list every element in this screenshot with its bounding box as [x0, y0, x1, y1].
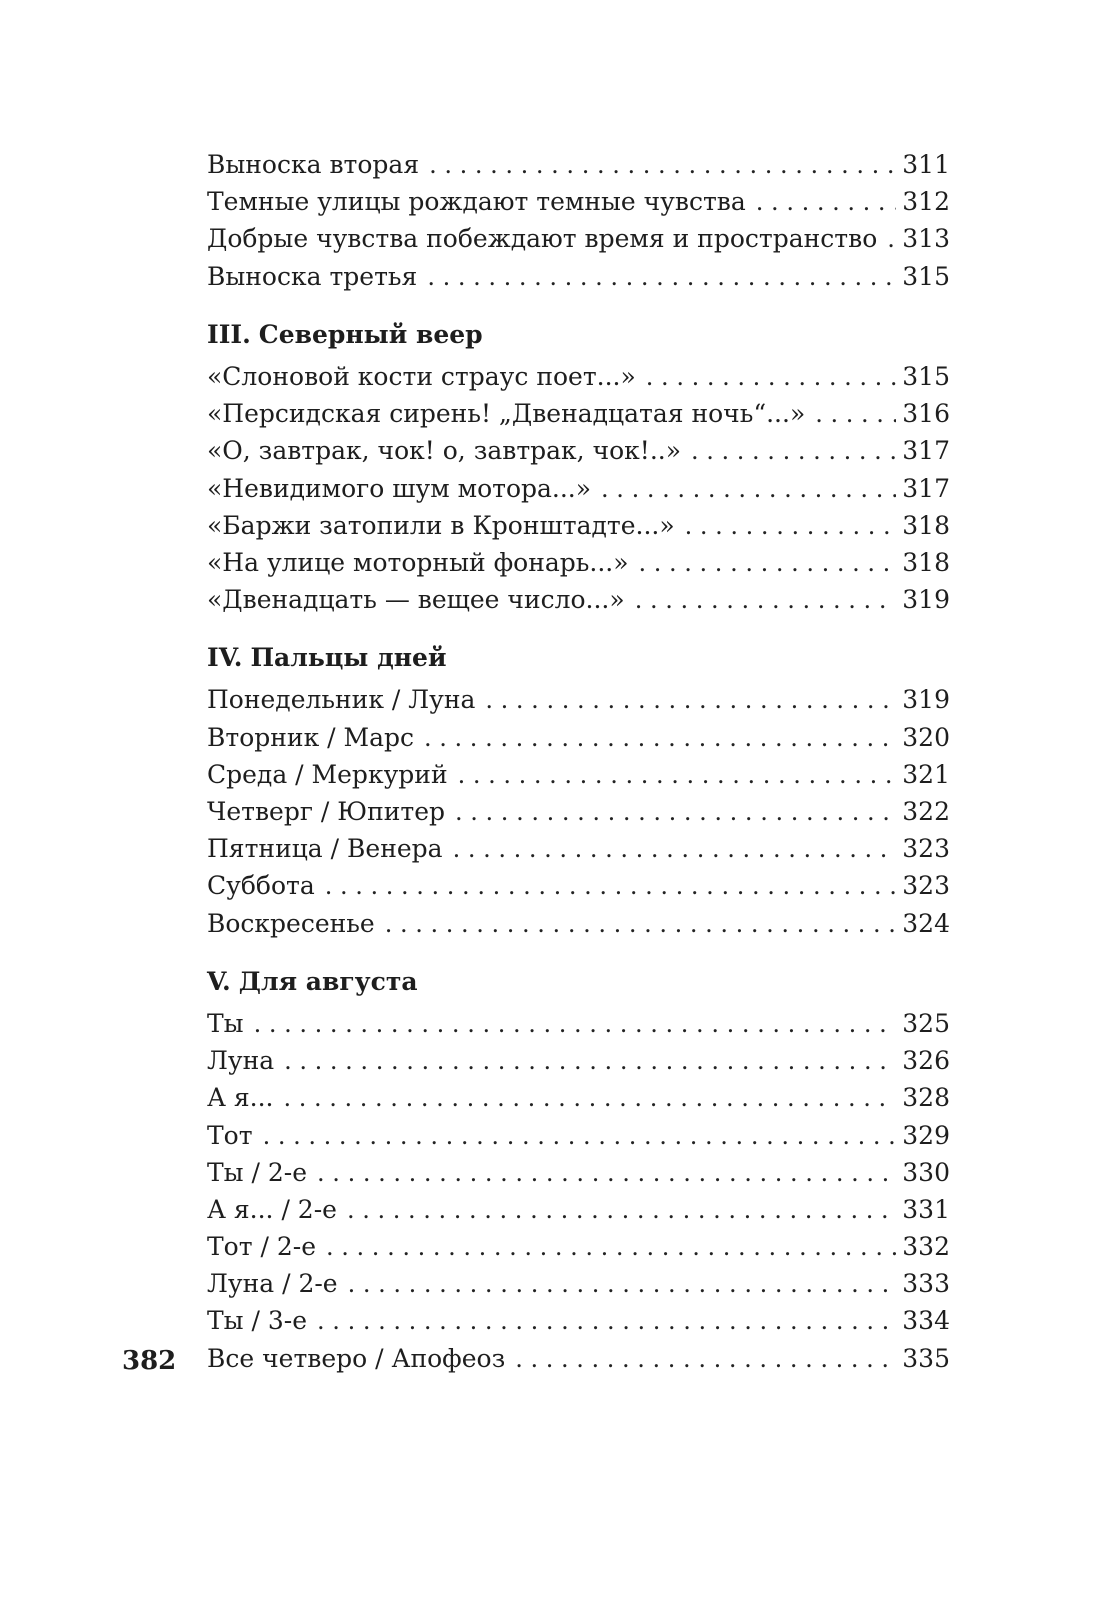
toc-entry-page: 318: [902, 510, 950, 540]
toc-entry: [207, 719, 950, 756]
toc-entry: [207, 793, 950, 830]
toc-entry-title: «Баржи затопили в Кронштадте...»: [207, 510, 675, 540]
dot-leader: [317, 1303, 896, 1340]
toc-entry: [207, 1265, 950, 1302]
section-heading: [207, 639, 950, 676]
toc-entry-title: Среда / Меркурий: [207, 759, 448, 789]
dot-leader: [427, 259, 896, 296]
toc-entry-page: 318: [902, 547, 950, 577]
dot-leader: [385, 906, 897, 943]
toc-entry: [207, 905, 950, 942]
toc-entry-title: Тот / 2-е: [207, 1232, 317, 1262]
dot-leader: [646, 359, 896, 396]
dot-leader: [515, 1341, 896, 1378]
toc-entry: [207, 1079, 950, 1116]
toc-entry-page: 332: [902, 1232, 950, 1262]
dot-leader: [254, 1006, 897, 1043]
toc-entry: [207, 183, 950, 220]
toc-entry-title: А я...: [207, 1083, 274, 1113]
toc-entry-title: А я... / 2-е: [207, 1194, 337, 1224]
dot-leader: [601, 471, 896, 508]
toc-entry-page: 317: [902, 436, 950, 466]
toc-entry-title: «Персидская сирень! „Двенадцатая ночь“...»: [207, 399, 806, 429]
dot-leader: [639, 545, 897, 582]
toc-entry: [207, 581, 950, 618]
toc-entry-title: Выноска вторая: [207, 150, 420, 179]
section-title: Северный веер: [258, 319, 483, 349]
toc-entry: [207, 258, 950, 295]
toc-entry-page: 326: [902, 1046, 950, 1076]
toc-entry: [207, 146, 950, 183]
dot-leader: [815, 396, 896, 433]
dot-leader: [263, 1118, 897, 1155]
toc-entry: [207, 867, 950, 904]
toc-entry-title: Воскресенье: [207, 908, 375, 938]
dot-leader: [458, 757, 897, 794]
toc-entry-title: Понедельник / Луна: [207, 685, 476, 715]
toc-entry: [207, 1042, 950, 1079]
toc-entry-page: 319: [902, 685, 950, 715]
dot-leader: [347, 1192, 896, 1229]
toc-entry-page: 321: [902, 759, 950, 789]
dot-leader: [326, 1229, 896, 1266]
toc-entry-page: 328: [902, 1083, 950, 1113]
dot-leader: [325, 868, 897, 905]
dot-leader: [348, 1266, 897, 1303]
toc-entry-page: 320: [902, 722, 950, 752]
toc-section: [207, 963, 950, 1377]
toc-entry-title: Пятница / Венера: [207, 834, 443, 864]
toc-entry-title: «Невидимого шум мотора...»: [207, 473, 592, 503]
toc-entry-title: Выноска третья: [207, 261, 418, 291]
dot-leader: [455, 794, 896, 831]
toc-entry-title: «Двенадцать — вещее число...»: [207, 585, 625, 615]
toc-entry: [207, 507, 950, 544]
dot-leader: [756, 184, 896, 221]
toc-entry-page: 323: [902, 834, 950, 864]
section-heading: [207, 963, 950, 1000]
section-title: Для августа: [238, 966, 418, 996]
dot-leader: [635, 582, 897, 619]
dot-leader: [317, 1155, 896, 1192]
toc-entry: [207, 1191, 950, 1228]
toc-entry-title: Темные улицы рождают темные чувства: [207, 187, 746, 217]
dot-leader: [424, 720, 896, 757]
toc-entry: [207, 358, 950, 395]
toc-entry-page: 335: [902, 1343, 950, 1373]
toc-lead-entries: [207, 146, 950, 295]
toc-entry: [207, 1302, 950, 1339]
section-number: IV.: [207, 643, 243, 673]
toc-entry-page: 316: [902, 399, 950, 429]
toc-entry-title: Луна: [207, 1046, 275, 1076]
toc-entry-page: 334: [902, 1306, 950, 1336]
toc-entry-page: 324: [902, 908, 950, 938]
dot-leader: [485, 682, 896, 719]
toc-entry: [207, 1117, 950, 1154]
toc-entry: [207, 544, 950, 581]
toc-entry-title: Ты: [207, 1008, 244, 1038]
toc-section: [207, 316, 950, 619]
toc-entry-title: Ты / 2-е: [207, 1157, 308, 1187]
dot-leader: [284, 1043, 896, 1080]
toc-entry-title: Ты / 3-е: [207, 1306, 308, 1336]
toc-entry-page: 319: [902, 585, 950, 615]
dot-leader: [453, 831, 897, 868]
toc-entry-page: 317: [902, 473, 950, 503]
table-of-contents: [207, 146, 950, 1377]
toc-entry-title: «О, завтрак, чок! о, завтрак, чок!..»: [207, 436, 682, 466]
toc-entry: [207, 1340, 950, 1377]
toc-entry-page: 333: [902, 1269, 950, 1299]
toc-entry: [207, 470, 950, 507]
toc-entry-title: «На улице моторный фонарь...»: [207, 547, 629, 577]
toc-entry-page: 315: [902, 261, 950, 291]
section-title: Пальцы дней: [250, 643, 447, 673]
toc-entry: [207, 756, 950, 793]
toc-entry-title: Суббота: [207, 871, 315, 901]
toc-entry-page: 315: [902, 361, 950, 391]
toc-entry-page: 311: [902, 150, 950, 179]
toc-entry: [207, 220, 950, 257]
toc-entry-title: «Слоновой кости страус поет...»: [207, 361, 636, 391]
section-heading: [207, 316, 950, 353]
toc-entry: [207, 1154, 950, 1191]
dot-leader: [685, 508, 897, 545]
toc-entry-page: 325: [902, 1008, 950, 1038]
toc-entry-page: 323: [902, 871, 950, 901]
toc-entry-page: 331: [902, 1194, 950, 1224]
toc-entry-title: Вторник / Марс: [207, 722, 415, 752]
toc-entry-page: 322: [902, 797, 950, 826]
toc-entry: [207, 1005, 950, 1042]
toc-entry-page: 329: [902, 1120, 950, 1150]
toc-entry: [207, 1228, 950, 1265]
dot-leader: [887, 221, 896, 258]
section-number: V.: [207, 966, 231, 996]
toc-entry-title: Добрые чувства побеждают время и пространство: [207, 224, 878, 254]
toc-entry-title: Четверг / Юпитер: [207, 797, 446, 826]
toc-entry-title: Все четверо / Апофеоз: [207, 1343, 506, 1373]
toc-entry-title: Тот: [207, 1120, 253, 1150]
toc-entry-page: 330: [902, 1157, 950, 1187]
toc-entry-page: 312: [902, 187, 950, 217]
dot-leader: [284, 1080, 897, 1117]
toc-entry: [207, 681, 950, 718]
toc-entry: [207, 395, 950, 432]
dot-leader: [429, 147, 896, 184]
toc-entry-title: Луна / 2-е: [207, 1269, 338, 1299]
dot-leader: [691, 433, 896, 470]
toc-entry: [207, 830, 950, 867]
section-number: III.: [207, 319, 251, 349]
toc-entry: [207, 432, 950, 469]
toc-entry-page: 313: [902, 224, 950, 254]
page-number: 382: [122, 1346, 177, 1376]
toc-section: [207, 639, 950, 942]
